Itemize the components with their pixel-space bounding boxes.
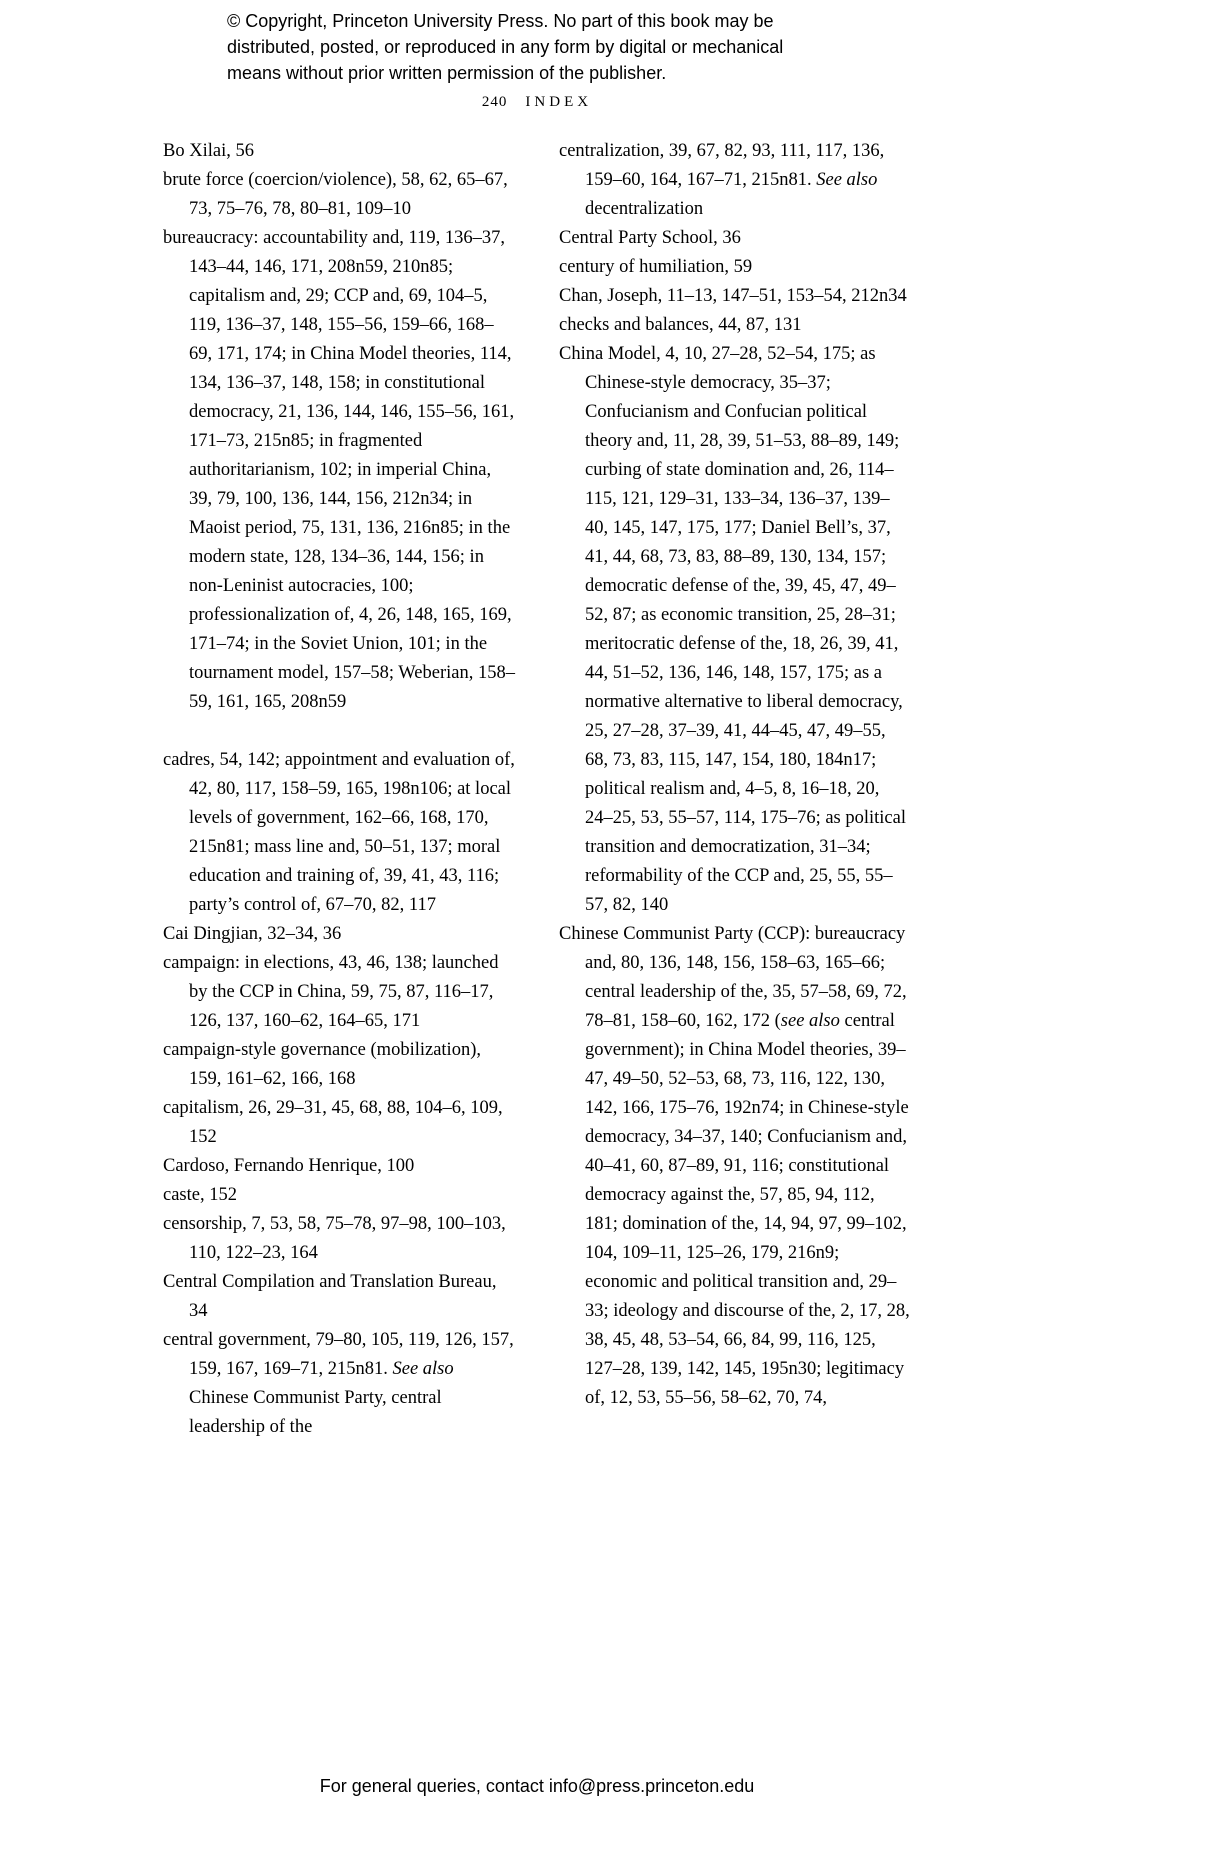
index-entry-text: Chinese Communist Party, central leadership of the	[189, 1388, 442, 1437]
copyright-notice: © Copyright, Princeton University Press. No part of this book may be distributed, posted, or reproduced in any form by digital or mechanical means without prior written permission of the publisher.	[227, 11, 784, 83]
index-entry	[559, 340, 911, 920]
index-entry-text: Cai Dingjian, 32–34, 36	[163, 924, 342, 944]
index-entry-text: capitalism, 26, 29–31, 45, 68, 88, 104–6, 109, 152	[163, 1098, 503, 1147]
index-entry-text: Bo Xilai, 56	[163, 141, 254, 161]
index-entry-text: caste, 152	[163, 1185, 237, 1205]
index-column-right	[559, 137, 911, 1442]
index-entry-text: Chinese Communist Party (CCP): bureaucracy and, 80, 136, 148, 156, 158–63, 165–66; central leadership of the, 35, 57–58, 69, 72, 78–81, 158–60, 162, 172 (	[559, 924, 907, 1031]
page-number: 240	[481, 94, 508, 110]
index-entry	[163, 1094, 515, 1152]
index-entry	[163, 1326, 515, 1442]
index-entry-text: China Model, 4, 10, 27–28, 52–54, 175; as Chinese-style democracy, 35–37; Confucianism and Confucian political theory and, 11, 28, 39, 51–53, 88–89, 149; curbing of state domination and, 26, 114–115, 121, 129–31, 133–34, 136–37, 139–40, 145, 147, 175, 177; Daniel Bell’s, 37, 41, 44, 68, 73, 83, 88–89, 130, 134, 157; democratic defense of the, 39, 45, 47, 49–52, 87; as economic transition, 25, 28–31; meritocratic defense of the, 18, 26, 39, 41, 44, 51–52, 136, 146, 148, 157, 175; as a normative alternative to liberal democracy, 25, 27–28, 37–39, 41, 44–45, 47, 49–55, 68, 73, 83, 115, 147, 154, 180, 184n17; political realism and, 4–5, 8, 16–18, 20, 24–25, 53, 55–57, 114, 175–76; as political transition and democratization, 31–34; reformability of the CCP and, 25, 55, 55–57, 82, 140	[559, 344, 906, 915]
index-entry-text: Cardoso, Fernando Henrique, 100	[163, 1156, 415, 1176]
index-entry-text: campaign-style governance (mobilization), 159, 161–62, 166, 168	[163, 1040, 481, 1089]
index-entry	[559, 282, 911, 311]
index-entry-text: Central Party School, 36	[559, 228, 741, 248]
index-entry-text: decentralization	[585, 199, 704, 219]
index-entry-text: brute force (coercion/violence), 58, 62, 65–67, 73, 75–76, 78, 80–81, 109–10	[163, 170, 508, 219]
index-entry	[163, 137, 515, 166]
index-entry	[559, 137, 911, 224]
index-entry-text: centralization, 39, 67, 82, 93, 111, 117, 136, 159–60, 164, 167–71, 215n81.	[559, 141, 885, 190]
index-entry-text: Central Compilation and Translation Bureau, 34	[163, 1272, 497, 1321]
index-entry	[163, 1268, 515, 1326]
index-entry	[559, 253, 911, 282]
index-entry	[163, 224, 515, 717]
index-column-left	[163, 137, 515, 1442]
index-entry	[163, 1036, 515, 1094]
index-entry	[163, 1181, 515, 1210]
index-entry	[559, 311, 911, 340]
index-entry-text: campaign: in elections, 43, 46, 138; launched by the CCP in China, 59, 75, 87, 116–17, 126, 137, 160–62, 164–65, 171	[163, 953, 499, 1031]
index-entry	[559, 224, 911, 253]
index-entry	[163, 746, 515, 920]
cross-reference-label: See also	[816, 170, 878, 190]
index-entry	[163, 1210, 515, 1268]
index-title: INDEX	[525, 94, 593, 110]
index-entry	[163, 920, 515, 949]
cross-reference-label: see also	[780, 1011, 840, 1031]
page-content	[163, 94, 911, 1442]
index-entry-text: cadres, 54, 142; appointment and evaluation of, 42, 80, 117, 158–59, 165, 198n106; at local levels of government, 162–66, 168, 170, 215n81; mass line and, 50–51, 137; moral education and training of, 39, 41, 43, 116; party’s control of, 67–70, 82, 117	[163, 750, 515, 915]
cross-reference-label: See also	[392, 1359, 454, 1379]
index-entry-text: central government, 79–80, 105, 119, 126, 157, 159, 167, 169–71, 215n81.	[163, 1330, 514, 1379]
index-columns	[163, 137, 911, 1442]
index-entry-text: checks and balances, 44, 87, 131	[559, 315, 802, 335]
index-entry-text: bureaucracy: accountability and, 119, 136–37, 143–44, 146, 171, 208n59, 210n85; capitalism and, 29; CCP and, 69, 104–5, 119, 136–37, 148, 155–56, 159–66, 168–69, 171, 174; in China Model theories, 114, 134, 136–37, 148, 158; in constitutional democracy, 21, 136, 144, 146, 155–56, 161, 171–73, 215n85; in fragmented authoritarianism, 102; in imperial China, 39, 79, 100, 136, 144, 156, 212n34; in Maoist period, 75, 131, 136, 216n85; in the modern state, 128, 134–36, 144, 156; in non-Leninist autocracies, 100; professionalization of, 4, 26, 148, 165, 169, 171–74; in the Soviet Union, 101; in the tournament model, 157–58; Weberian, 158–59, 161, 165, 208n59	[163, 228, 515, 712]
index-entry	[163, 949, 515, 1036]
footer-query-note: For general queries, contact info@press.princeton.edu	[319, 1776, 755, 1796]
index-entry-text: Chan, Joseph, 11–13, 147–51, 153–54, 212n34	[559, 286, 907, 306]
index-entry-text: censorship, 7, 53, 58, 75–78, 97–98, 100–103, 110, 122–23, 164	[163, 1214, 506, 1263]
index-entry	[559, 920, 911, 1413]
index-entry	[163, 1152, 515, 1181]
index-entry-text: central government); in China Model theories, 39–47, 49–50, 52–53, 68, 73, 116, 122, 130, 142, 166, 175–76, 192n74; in Chinese-style democracy, 34–37, 140; Confucianism and, 40–41, 60, 87–89, 91, 116; constitutional democracy against the, 57, 85, 94, 112, 181; domination of the, 14, 94, 97, 99–102, 104, 109–11, 125–26, 179, 216n9; economic and political transition and, 29–33; ideology and discourse of the, 2, 17, 28, 38, 45, 48, 53–54, 66, 84, 99, 116, 125, 127–28, 139, 142, 145, 195n30; legitimacy of, 12, 53, 55–56, 58–62, 70, 74,	[585, 1011, 910, 1408]
index-entry	[163, 166, 515, 224]
index-entry-text: century of humiliation, 59	[559, 257, 753, 277]
running-head	[163, 94, 911, 111]
